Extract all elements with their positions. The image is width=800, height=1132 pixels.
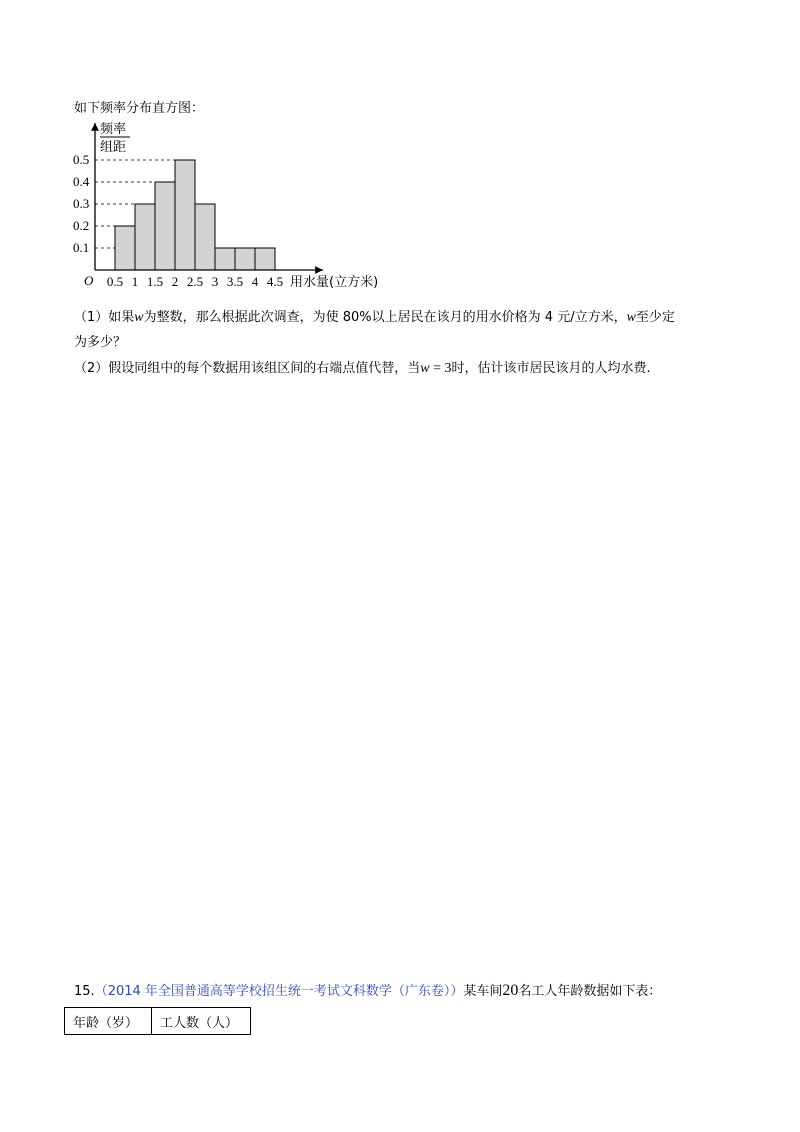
x-tick-label: 2 xyxy=(171,274,179,289)
y-tick-label: 0.4 xyxy=(73,174,90,189)
histogram-bar xyxy=(195,204,215,270)
age-table xyxy=(64,1007,251,1035)
x-tick-label: 3.5 xyxy=(226,274,244,289)
histogram-bar xyxy=(155,182,175,270)
frequency-histogram xyxy=(60,115,420,295)
question-1-line1 xyxy=(74,306,675,326)
q1-var-w: w xyxy=(134,310,144,325)
x-tick-label: 0.5 xyxy=(106,274,124,289)
histogram-bar xyxy=(115,226,135,270)
ylabel-top: 频率 xyxy=(100,122,127,137)
q1-part3: 至少定 xyxy=(635,310,675,325)
histogram-bar xyxy=(175,160,195,270)
x-tick-label: 1 xyxy=(131,274,139,289)
q2-eq-rest: = 3 xyxy=(429,361,452,376)
x-tick-label: 4.5 xyxy=(266,274,284,289)
y-tick-label: 0.1 xyxy=(73,240,90,255)
table-header-age: 年龄（岁） xyxy=(65,1008,152,1035)
q2-eq-var: w xyxy=(420,361,430,376)
q15-text1: 某车间 xyxy=(463,984,503,999)
x-tick-label: 2.5 xyxy=(186,274,204,289)
table-header-row xyxy=(65,1008,251,1035)
question-2 xyxy=(74,357,651,377)
y-tick-label: 0.2 xyxy=(73,218,90,233)
histogram-bar xyxy=(135,204,155,270)
x-tick-label: 3 xyxy=(211,274,219,289)
xlabel: 用水量(立方米) xyxy=(290,275,379,290)
question-15 xyxy=(74,980,661,1000)
q1-line2: 为多少？ xyxy=(74,335,127,350)
ylabel-bottom: 组距 xyxy=(100,140,127,155)
q15-source: （2014 年全国普通高等学校招生统一考试文科数学（广东卷）） xyxy=(94,984,464,999)
origin-label: O xyxy=(84,273,94,288)
table-header-workers: 工人数（人） xyxy=(152,1008,251,1035)
q2-part2: 时，估计该市居民该月的人均水费. xyxy=(451,361,651,376)
histogram-bar xyxy=(255,248,275,270)
q1-part2: 为整数，那么根据此次调查，为使 80%以上居民在该月的用水价格为 4 元/立方米， xyxy=(143,310,627,325)
x-tick-label: 1.5 xyxy=(146,274,164,289)
q15-text2: 名工人年龄数据如下表： xyxy=(518,984,662,999)
q2-part1: （2）假设同组中的每个数据用该组区间的右端点值代替，当 xyxy=(74,361,421,376)
q1-part1: （1）如果 xyxy=(74,310,135,325)
y-tick-label: 0.3 xyxy=(73,196,90,211)
q15-num: 20 xyxy=(502,982,519,999)
intro-text: 如下频率分布直方图： xyxy=(74,101,205,116)
histogram-bar xyxy=(215,248,235,270)
q15-number: 15. xyxy=(74,984,95,999)
y-tick-label: 0.5 xyxy=(73,152,90,167)
x-tick-label: 4 xyxy=(251,274,259,289)
histogram-bar xyxy=(235,248,255,270)
q1-var-w-2: w xyxy=(626,310,636,325)
